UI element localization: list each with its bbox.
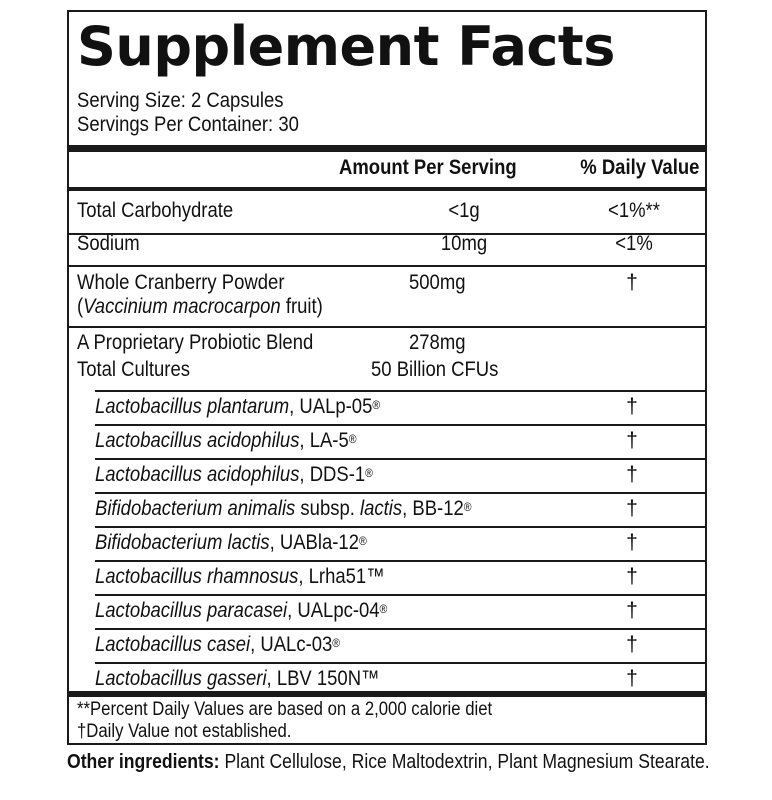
strain-dv: †	[626, 395, 638, 418]
blend-amount: 278mg	[409, 331, 466, 354]
strain-name: Lactobacillus acidophilus, LA-5®	[95, 429, 357, 452]
strain-name: Lactobacillus rhamnosus, Lrha51™	[95, 565, 385, 588]
row-divider	[95, 560, 705, 562]
nutrient-amount: 10mg	[440, 232, 488, 255]
row-divider	[95, 628, 705, 630]
strain-name: Lactobacillus plantarum, UALp-05®	[95, 395, 381, 418]
other-ingredients-text: Plant Cellulose, Rice Maltodextrin, Plant Magnesium Stearate.	[219, 751, 710, 773]
strain-name: Lactobacillus casei, UALc-03®	[95, 633, 341, 656]
ingredient-latin-line: (Vaccinium macrocarpon fruit)	[77, 295, 323, 318]
nutrient-name: Sodium	[77, 232, 140, 255]
row-divider	[95, 662, 705, 664]
strain-dv: †	[626, 667, 638, 690]
strain-dv: †	[626, 633, 638, 656]
ingredient-dv: †	[626, 271, 638, 294]
nutrient-amount: <1g	[448, 199, 480, 222]
other-ingredients-label: Other ingredients:	[67, 751, 220, 773]
panel-title: Supplement Facts	[77, 15, 615, 78]
row-divider	[95, 458, 705, 460]
blend-name: A Proprietary Probiotic Blend	[77, 331, 314, 354]
strain-dv: †	[626, 429, 638, 452]
footnote-dagger: †Daily Value not established.	[77, 721, 292, 742]
nutrient-dv: <1%**	[608, 199, 660, 222]
footnote-dv: **Percent Daily Values are based on a 2,000 calorie diet	[77, 699, 493, 720]
strain-name: Lactobacillus acidophilus, DDS-1®	[95, 463, 373, 486]
row-divider	[69, 326, 705, 328]
supplement-facts-panel	[67, 10, 707, 745]
strain-dv: †	[626, 497, 638, 520]
strain-dv: †	[626, 599, 638, 622]
ingredient-amount: 500mg	[409, 271, 466, 294]
strain-name: Lactobacillus paracasei, UALpc-04®	[95, 599, 388, 622]
row-divider	[95, 594, 705, 596]
strain-dv: †	[626, 565, 638, 588]
strain-dv: †	[626, 463, 638, 486]
ingredient-name: Whole Cranberry Powder	[77, 271, 285, 294]
serving-size: Serving Size: 2 Capsules	[77, 89, 284, 112]
total-cultures-label: Total Cultures	[77, 358, 190, 381]
dv-header: % Daily Value	[579, 156, 699, 179]
row-divider	[69, 265, 705, 267]
row-divider	[95, 424, 705, 426]
thick-divider	[69, 691, 705, 697]
total-cultures-amount: 50 Billion CFUs	[371, 358, 499, 381]
strain-name: Lactobacillus gasseri, LBV 150N™	[95, 667, 380, 690]
row-divider	[95, 492, 705, 494]
strain-name: Bifidobacterium animalis subsp. lactis, BB-12®	[95, 497, 472, 520]
strain-dv: †	[626, 531, 638, 554]
thick-divider	[69, 145, 705, 152]
strain-name: Bifidobacterium lactis, UABla-12®	[95, 531, 367, 554]
nutrient-dv: <1%	[615, 232, 653, 255]
nutrient-name: Total Carbohydrate	[77, 199, 234, 222]
row-divider	[95, 526, 705, 528]
other-ingredients	[67, 751, 767, 773]
row-divider	[95, 390, 705, 392]
amount-header: Amount Per Serving	[339, 156, 517, 179]
header-divider	[69, 187, 705, 191]
servings-per-container: Servings Per Container: 30	[77, 113, 299, 136]
